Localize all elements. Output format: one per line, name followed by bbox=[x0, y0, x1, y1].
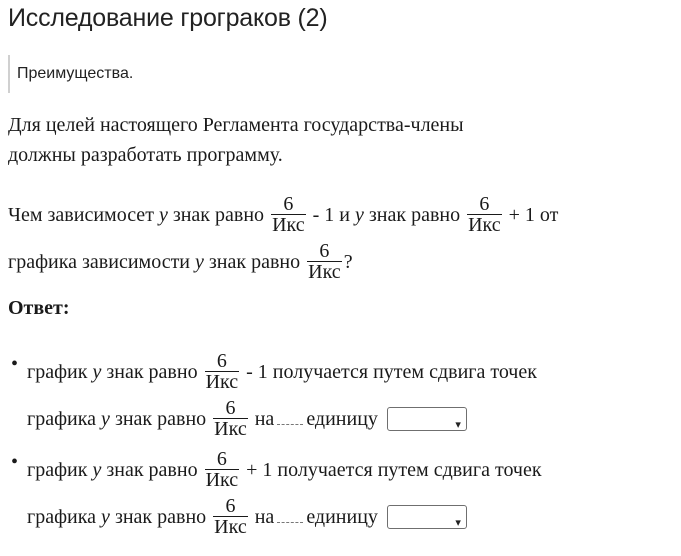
note-text: Преимущества. bbox=[17, 65, 134, 82]
question-mark: ? bbox=[343, 251, 353, 274]
question-line-2 bbox=[8, 240, 353, 284]
equals-text: знак равно bbox=[106, 361, 198, 384]
direction-select-1[interactable] bbox=[387, 407, 467, 431]
item-text: графика bbox=[27, 506, 97, 529]
chevron-down-icon: ▾ bbox=[455, 515, 461, 529]
question-text: графика зависимости bbox=[8, 251, 191, 274]
denominator: Икс bbox=[214, 516, 247, 538]
plus-one-from: + 1 от bbox=[508, 204, 559, 227]
fraction bbox=[213, 398, 248, 439]
denominator: Икс bbox=[308, 261, 341, 283]
note-block bbox=[8, 55, 308, 93]
intro-line-1: Для целей настоящего Регламента государства-члены bbox=[8, 114, 464, 136]
answer-item-1-line-1 bbox=[27, 350, 537, 394]
answer-item-2-line-1 bbox=[27, 448, 542, 492]
bullet: • bbox=[11, 451, 19, 473]
item-tail-text: - 1 получается путем сдвига точек bbox=[246, 361, 537, 384]
numerator: 6 bbox=[319, 240, 330, 262]
denominator: Икс bbox=[272, 214, 305, 236]
var-y: y bbox=[101, 506, 110, 529]
blank-placeholder bbox=[277, 410, 303, 425]
question-text: Чем зависимосет bbox=[8, 204, 154, 227]
on-text: на bbox=[254, 408, 275, 431]
fraction bbox=[205, 351, 240, 392]
fraction bbox=[467, 194, 502, 235]
item-tail-text: + 1 получается путем сдвига точек bbox=[246, 459, 542, 482]
denominator: Икс bbox=[214, 418, 247, 440]
minus-one-and: - 1 и bbox=[312, 204, 350, 227]
question-line-1 bbox=[8, 193, 559, 237]
numerator: 6 bbox=[283, 193, 294, 215]
chevron-down-icon: ▾ bbox=[455, 417, 461, 431]
numerator: 6 bbox=[225, 495, 236, 517]
equals-text: знак равно bbox=[368, 204, 461, 227]
numerator: 6 bbox=[225, 397, 236, 419]
numerator: 6 bbox=[216, 448, 227, 470]
equals-text: знак равно bbox=[208, 251, 301, 274]
direction-select-2[interactable] bbox=[387, 505, 467, 529]
var-y: y bbox=[195, 251, 204, 274]
answer-item-2-line-2 bbox=[27, 495, 467, 539]
equals-text: знак равно bbox=[114, 408, 207, 431]
var-y: y bbox=[92, 459, 102, 482]
equals-text: знак равно bbox=[114, 506, 207, 529]
var-y: y bbox=[158, 204, 168, 227]
numerator: 6 bbox=[479, 193, 490, 215]
fraction bbox=[213, 496, 248, 537]
on-text: на bbox=[254, 506, 275, 529]
fraction bbox=[205, 449, 240, 490]
numerator: 6 bbox=[216, 350, 227, 372]
item-text: график bbox=[27, 459, 88, 482]
equals-text: знак равно bbox=[106, 459, 198, 482]
denominator: Икс bbox=[468, 214, 501, 236]
item-text: графика bbox=[27, 408, 97, 431]
bullet: • bbox=[11, 353, 19, 375]
var-y: y bbox=[101, 408, 110, 431]
fraction bbox=[271, 194, 306, 235]
denominator: Икс bbox=[205, 371, 239, 393]
intro-line-2: должны разработать программу. bbox=[8, 144, 283, 166]
blank-placeholder bbox=[277, 508, 303, 523]
denominator: Икс bbox=[205, 469, 239, 491]
answer-item-1-line-2 bbox=[27, 397, 467, 441]
unit-text: единицу bbox=[306, 506, 378, 529]
fraction bbox=[307, 241, 342, 282]
equals-text: знак равно bbox=[172, 204, 265, 227]
answer-label: Ответ: bbox=[8, 297, 70, 319]
unit-text: единицу bbox=[306, 408, 378, 431]
page-title: Исследование грограков (2) bbox=[8, 4, 328, 32]
var-y: y bbox=[354, 204, 364, 227]
item-text: график bbox=[27, 361, 88, 384]
var-y: y bbox=[92, 361, 102, 384]
